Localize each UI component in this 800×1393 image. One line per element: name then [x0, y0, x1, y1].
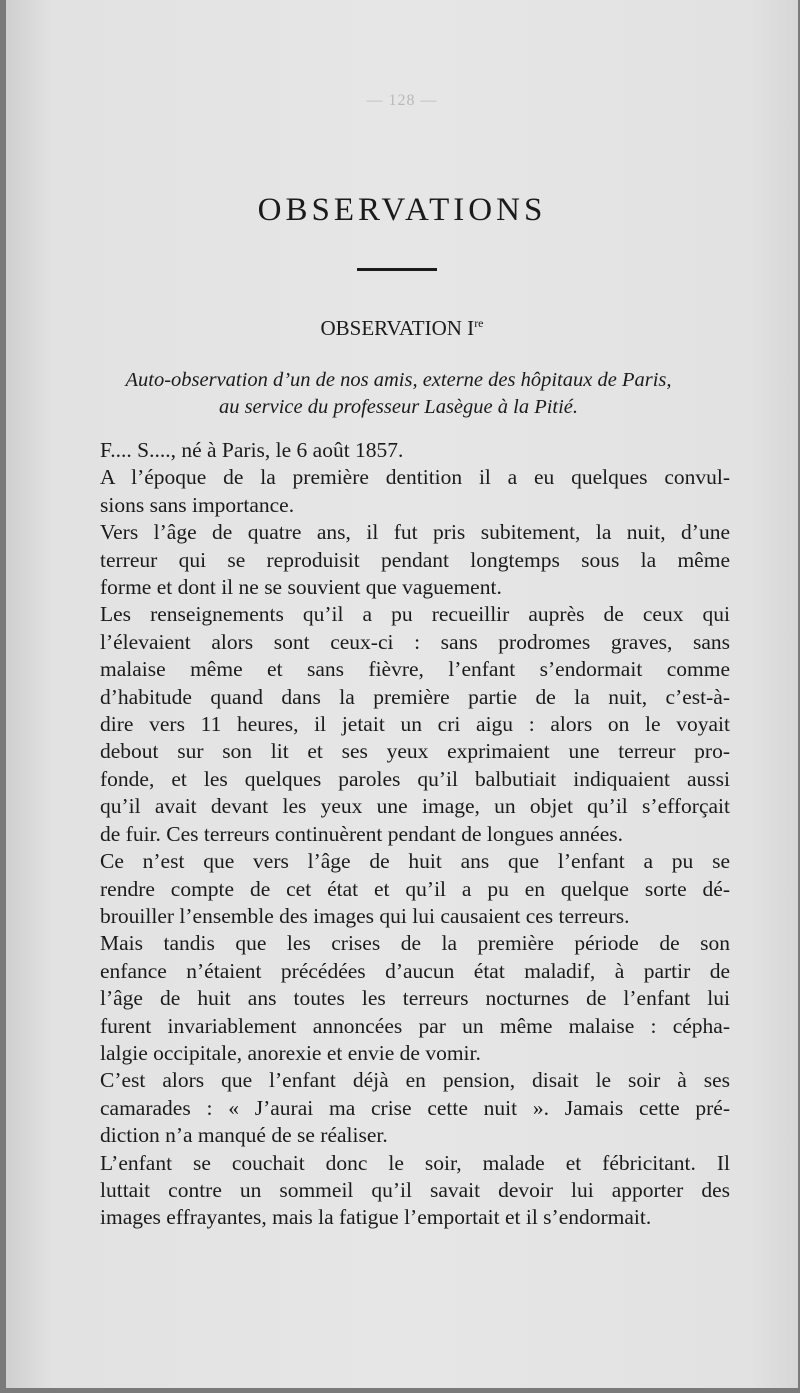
heading-divider: [357, 268, 437, 271]
text-line: l’élevaient alors sont ceux-ci : sans prodromes graves, sans: [100, 629, 730, 654]
text-line: Mais tandis que les crises de la première période de son: [100, 931, 730, 956]
observation-title-text: OBSERVATION I: [320, 316, 475, 340]
text-line: forme et dont il ne se souvient que vaguement.: [100, 575, 502, 600]
text-line: de fuir. Ces terreurs continuèrent pendant de longues années.: [100, 821, 623, 846]
text-line: sions sans importance.: [100, 492, 295, 517]
text-line: brouiller l’ensemble des images qui lui causaient ces terreurs.: [100, 903, 630, 928]
paragraph: [78, 1067, 730, 1149]
text-line: images effrayantes, mais la fatigue l’emportait et il s’endormait.: [100, 1205, 652, 1230]
text-line: F.... S...., né à Paris, le 6 août 1857.: [100, 438, 404, 462]
text-line: C’est alors que l’enfant déjà en pension, disait le soir à ses: [100, 1068, 730, 1093]
text-line: furent invariablement annoncées par un même malaise : cépha-: [100, 1013, 730, 1038]
text-line: dire vers 11 heures, il jetait un cri aigu : alors on le voyait: [100, 712, 730, 737]
text-line: rendre compte de cet état et qu’il a pu en quelque sorte dé-: [100, 876, 730, 901]
text-line: l’âge de huit ans toutes les terreurs nocturnes de l’enfant lui: [100, 986, 730, 1011]
text-line: d’habitude quand dans la première partie de la nuit, c’est-à-: [100, 684, 730, 709]
text-line: Les renseignements qu’il a pu recueillir auprès de ceux qui: [100, 602, 730, 627]
paragraph: [78, 519, 730, 601]
text-line: diction n’a manqué de se réaliser.: [100, 1123, 388, 1148]
text-line: debout sur son lit et ses yeux exprimaient une terreur pro-: [100, 739, 730, 764]
text-line: fonde, et les quelques paroles qu’il balbutiait indiquaient aussi: [100, 766, 730, 791]
observation-title: [6, 316, 798, 341]
text-line: camarades : « J’aurai ma crise cette nuit ». Jamais cette pré-: [100, 1095, 730, 1120]
paragraph: [78, 930, 730, 1067]
paragraph: [78, 464, 730, 519]
subtitle-line: Auto-observation d’un de nos amis, externe des hôpitaux de Paris,: [125, 369, 672, 391]
paragraph: [78, 437, 730, 464]
observation-title-superscript: re: [474, 316, 484, 330]
paragraph: [78, 601, 730, 848]
text-line: terreur qui se reproduisit pendant longtemps sous la même: [100, 547, 730, 572]
text-line: Ce n’est que vers l’âge de huit ans que l’enfant a pu se: [100, 849, 730, 874]
book-page: [6, 0, 798, 1388]
subtitle-line: au service du professeur Lasègue à la Pitié.: [218, 396, 579, 418]
body-text: [78, 437, 730, 1232]
section-heading: OBSERVATIONS: [257, 192, 547, 228]
text-line: qu’il avait devant les yeux une image, un objet qu’il s’efforçait: [100, 794, 730, 819]
paragraph: [78, 848, 730, 930]
text-line: enfance n’étaient précédées d’aucun état maladif, à partir de: [100, 958, 730, 983]
paragraph: [78, 1150, 730, 1232]
page-number: — 128 —: [366, 92, 438, 109]
text-line: L’enfant se couchait donc le soir, malade et fébricitant. Il: [100, 1150, 730, 1175]
text-line: luttait contre un sommeil qu’il savait devoir lui apporter des: [100, 1177, 730, 1202]
text-line: lalgie occipitale, anorexie et envie de vomir.: [100, 1040, 481, 1065]
text-line: Vers l’âge de quatre ans, il fut pris subitement, la nuit, d’une: [100, 520, 730, 545]
text-line: A l’époque de la première dentition il a eu quelques convul-: [100, 465, 730, 490]
text-line: malaise même et sans fièvre, l’enfant s’endormait comme: [100, 657, 730, 682]
observation-subtitle: [66, 367, 731, 421]
